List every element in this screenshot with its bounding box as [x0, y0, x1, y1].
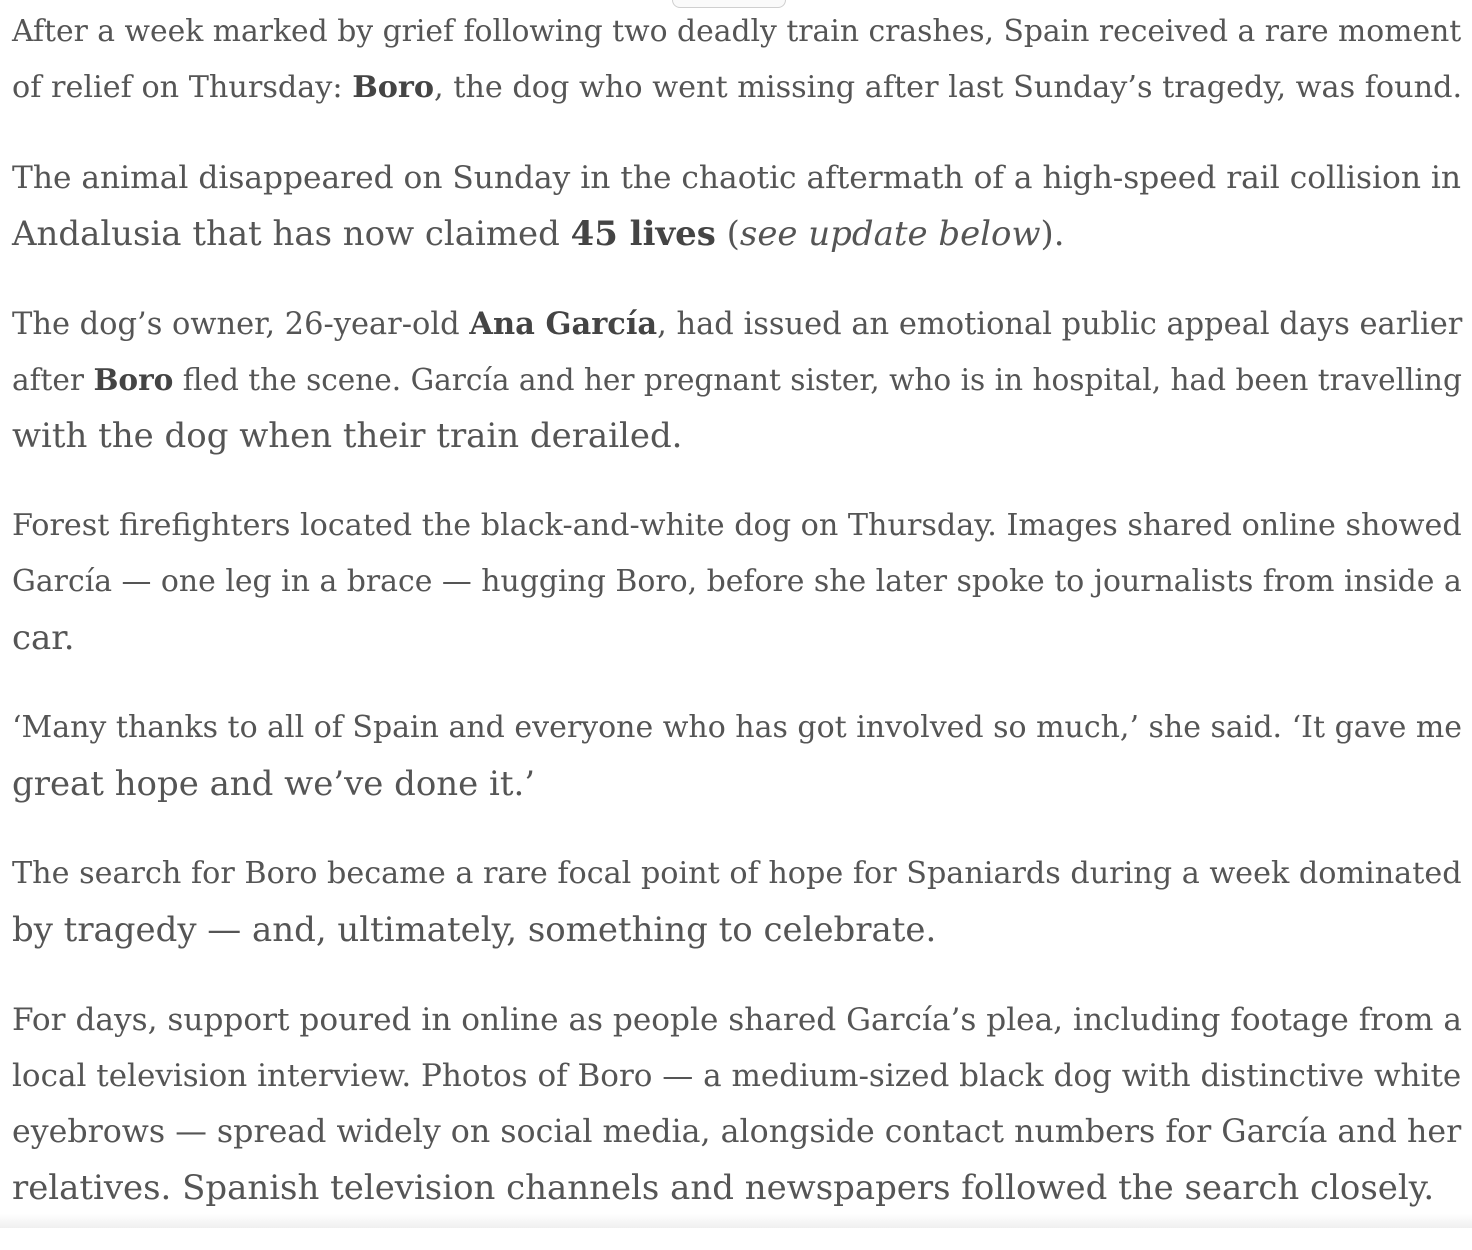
- p3-text: The dog’s owner, 26-year-old: [12, 307, 470, 342]
- p4-line-1: Forest firefighters located the black-and-white dog on Thursday. Images shared online showed: [12, 508, 1462, 543]
- p4-line-3: car.: [12, 618, 75, 658]
- p7-line-4: relatives. Spanish television channels and newspapers followed the search closely.: [12, 1168, 1435, 1208]
- p4-line-2: García — one leg in a brace — hugging Boro, before she later spoke to journalists from inside a: [12, 564, 1462, 599]
- paragraph-7: [12, 992, 1464, 1216]
- p2-text: (: [715, 214, 740, 254]
- p7-line-1: For days, support poured in online as people shared García’s plea, including footage from a: [12, 1002, 1462, 1038]
- p3-line-3: with the dog when their train derailed.: [12, 416, 683, 456]
- p6-line-2: by tragedy — and, ultimately, something to celebrate.: [12, 910, 937, 950]
- bold-45-lives: 45 lives: [570, 214, 716, 254]
- p3-text: after: [12, 363, 94, 397]
- p3-text: , had issued an emotional public appeal days earlier: [657, 307, 1463, 342]
- p6-line-1: The search for Boro became a rare focal point of hope for Spaniards during a week dominated: [12, 856, 1462, 891]
- paragraph-1: [12, 4, 1464, 116]
- p3-line-1: [12, 296, 1464, 352]
- p2-text: Andalusia that has now claimed: [12, 214, 571, 254]
- bottom-fade: [0, 1214, 1472, 1228]
- p7-line-2: local television interview. Photos of Boro — a medium-sized black dog with distinctive white: [12, 1058, 1462, 1094]
- p1-line-1: After a week marked by grief following two deadly train crashes, Spain received a rare moment: [12, 14, 1462, 49]
- paragraph-2: [12, 150, 1464, 262]
- p2-line-1: The animal disappeared on Sunday in the chaotic aftermath of a high-speed rail collision in: [12, 160, 1462, 196]
- p5-line-2: great hope and we’ve done it.’: [12, 764, 536, 804]
- p1-line-2: [12, 60, 1464, 116]
- paragraph-6: [12, 846, 1464, 958]
- bold-boro: Boro: [93, 362, 174, 397]
- paragraph-5: [12, 700, 1464, 812]
- p1-text: , the dog who went missing after last Sunday’s tragedy, was found.: [434, 70, 1463, 105]
- p1-text: of relief on Thursday:: [12, 70, 353, 105]
- italic-see-update: see update below: [739, 214, 1041, 254]
- paragraph-3: [12, 296, 1464, 464]
- p3-text: fled the scene. García and her pregnant sister, who is in hospital, had been travelling: [173, 363, 1462, 397]
- p2-line-2: [12, 206, 1464, 262]
- paragraph-4: [12, 498, 1464, 666]
- article-body: [12, 4, 1464, 1250]
- p5-line-1: ‘Many thanks to all of Spain and everyone who has got involved so much,’ she said. ‘It gave me: [12, 710, 1463, 745]
- p7-line-3: eyebrows — spread widely on social media, alongside contact numbers for García and her: [12, 1114, 1462, 1150]
- bold-ana-garcia: Ana García: [469, 306, 658, 342]
- bold-boro: Boro: [352, 70, 435, 105]
- p3-line-2: [12, 352, 1464, 408]
- p2-text: ).: [1040, 214, 1065, 254]
